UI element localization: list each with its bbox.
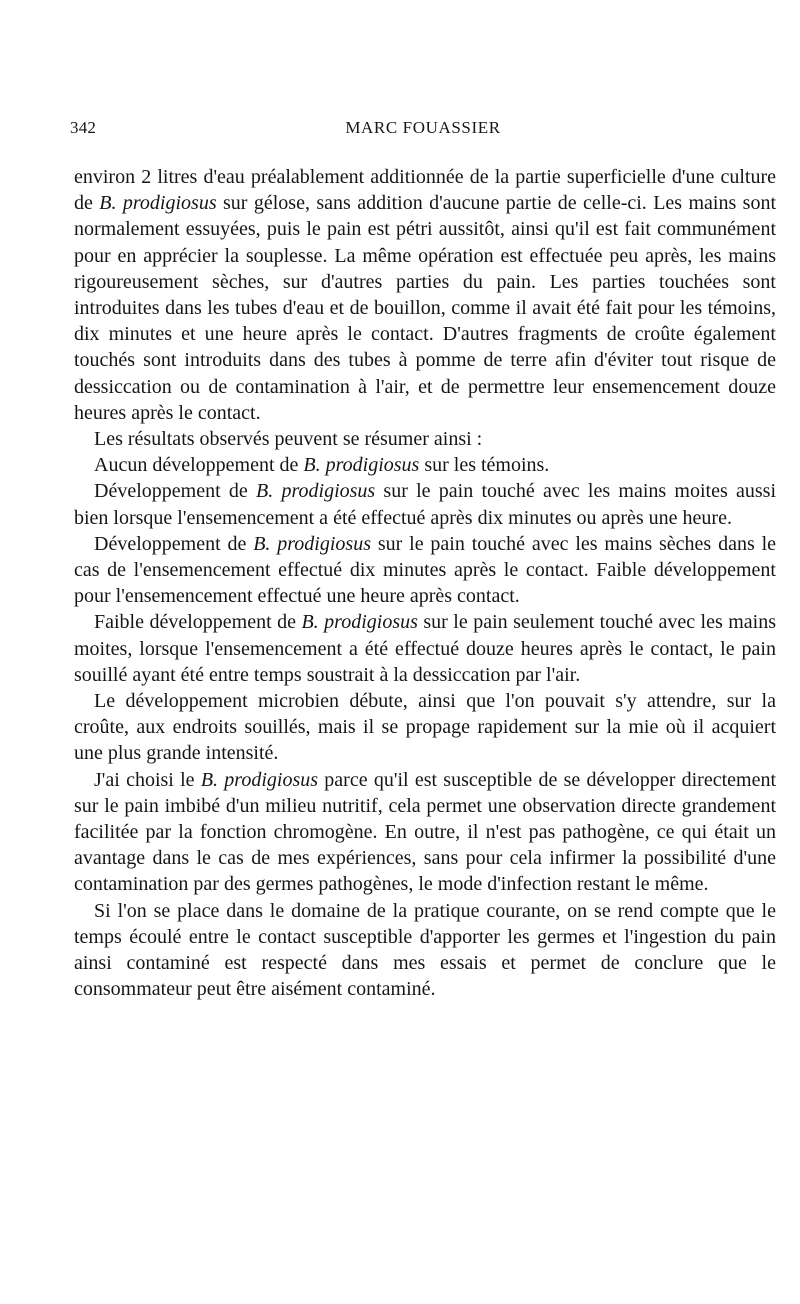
paragraph-microbial-development: Le développement microbien débute, ainsi que l'on pouvait s'y attendre, sur la croûte, aux endroits souillés, mais il se propage rapidement sur la mie où il acquiert une plus grande intensité. [74,690,776,765]
body-text [74,164,776,1003]
page-number: 342 [70,118,97,137]
paragraph-result-dry-hands: Développement de B. prodigiosus sur le pain touché avec les mains sèches dans le cas de l'ensemencement effectué dix minutes après le contact. Faible développement pour l'ensemencement effectué une heure après contact. [74,532,777,608]
paragraph-procedure: environ 2 litres d'eau préalablement additionnée de la partie superficielle d'une culture de B. prodigiosus sur gélose, sans addition d'aucune partie de celle-ci. Les mains sont normalement essuyées, puis le pain est pétri aussitôt, ainsi qu'il est fait communément pour en apprécier la souplesse. La même opération est effectuée peu après, les mains rigoureusement sèches, sur d'autres parties du pain. Les parties touchées sont introduites dans les tubes d'eau et de bouillon, comme il avait été fait pour les témoins, dix minutes et une heure après le contact. D'autres fragments de croûte également touchés sont introduits dans des tubes à pomme de terre afin d'éviter tout risque de dessiccation ou de contamination à l'air, et de permettre leur ensemencement douze heures après le contact. [74,166,776,424]
paragraph-result-controls: Aucun développement de B. prodigiosus sur les témoins. [94,454,550,477]
paragraph-result-twelve-hours: Faible développement de B. prodigiosus sur le pain seulement touché avec les mains moites, lorsque l'ensemencement a été effectué douze heures après le contact, le pain souillé ayant été entre temps soustrait à la dessiccation par l'air. [74,611,777,686]
running-title: MARC FOUASSIER [345,118,501,137]
paragraph-results-intro: Les résultats observés peuvent se résumer ainsi : [94,428,483,451]
species-name: B. prodigiosus [253,532,371,555]
species-name: B. prodigiosus [200,768,319,791]
paragraph-result-moist-hands: Développement de B. prodigiosus sur le pain touché avec les mains moites aussi bien lorsque l'ensemencement a été effectué après dix minutes ou après une heure. [74,480,776,529]
species-name: B. prodigiosus [256,480,376,503]
page-header [70,118,776,148]
paragraph-conclusion: Si l'on se place dans le domaine de la pratique courante, on se rend compte que le temps écoulé entre le contact susceptible d'apporter les germes et l'ingestion du pain ainsi contaminé est respecté dans mes essais et permet de conclure que le consommateur peut être aisément contaminé. [74,899,776,1001]
species-name: B. prodigiosus [99,192,217,215]
paragraph-choice-of-organism: J'ai choisi le B. prodigiosus parce qu'il est susceptible de se développer directement sur le pain imbibé d'un milieu nutritif, cela permet une observation directe grandement facilitée par la fonction chromogène. En outre, il n'est pas pathogène, ce qui était un avantage dans le cas de mes expériences, sans pour cela infirmer la possibilité d'une contamination par des germes pathogènes, le mode d'infection restant le même. [74,768,777,896]
species-name: B. prodigiosus [303,454,420,477]
species-name: B. prodigiosus [301,611,418,634]
